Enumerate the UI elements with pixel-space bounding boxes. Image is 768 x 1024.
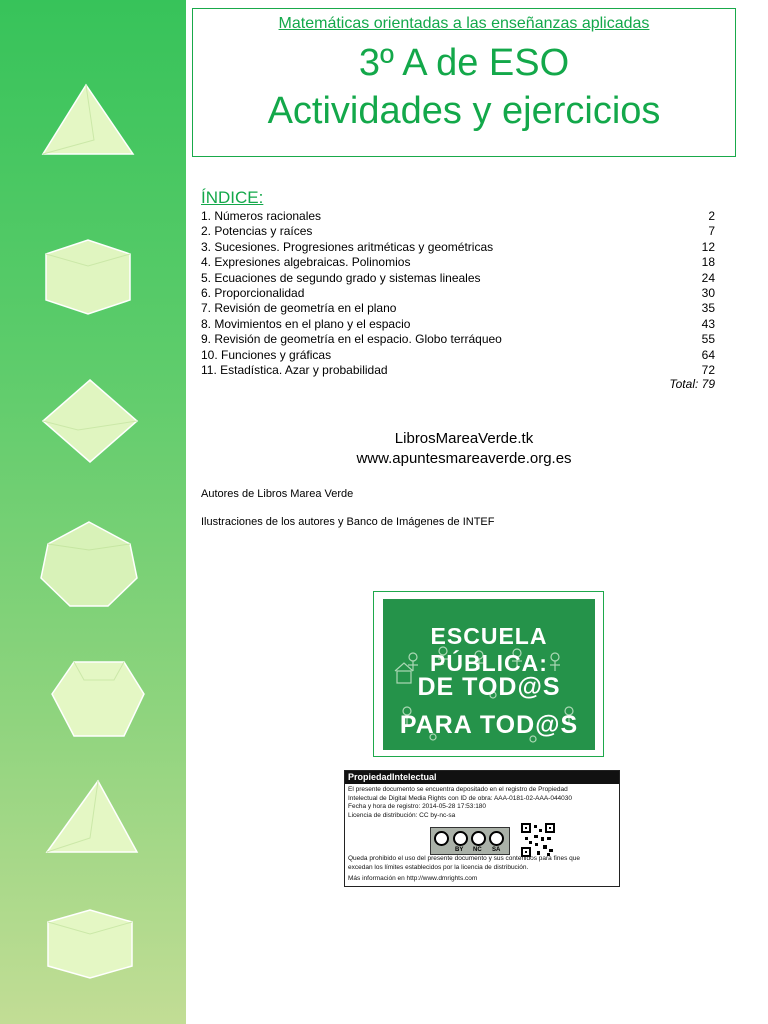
toc-item-label: 11. Estadística. Azar y probabilidad bbox=[201, 362, 388, 377]
tetrahedron-icon bbox=[40, 82, 136, 158]
authors-credit: Autores de Libros Marea Verde bbox=[201, 488, 354, 500]
toc-item-page: 55 bbox=[701, 332, 715, 347]
license-text: Intelectual de Digital Media Rights con ID de obra: AAA-0181-02-AAA-044030 bbox=[348, 794, 573, 802]
toc-item-label: 7. Revisión de geometría en el plano bbox=[201, 301, 397, 316]
toc-item-page: 72 bbox=[701, 362, 715, 377]
poster-line-3: PARA TOD@S bbox=[399, 711, 579, 739]
license-text: El presente documento se encuentra depositado en el registro de Propiedad bbox=[348, 786, 568, 793]
dodecahedron-icon bbox=[48, 658, 148, 740]
toc-item-label: 4. Expresiones algebraicas. Polinomios bbox=[201, 255, 411, 270]
cc-license-badge[interactable] bbox=[430, 827, 510, 855]
toc-item[interactable] bbox=[201, 209, 715, 224]
toc-item-label: 6. Proporcionalidad bbox=[201, 285, 305, 300]
license-type: Licencia de distribución: CC by-nc-sa bbox=[348, 811, 456, 819]
toc-item-page: 35 bbox=[701, 301, 715, 316]
license-date: Fecha y hora de registro: 2014-05-28 17:53:180 bbox=[348, 803, 487, 810]
toc-item-label: 3. Sucesiones. Progresiones aritméticas y geométricas bbox=[201, 239, 494, 254]
cube-icon bbox=[42, 236, 134, 316]
index-heading: ÍNDICE: bbox=[201, 188, 264, 207]
license-restriction: Queda prohibido el uso del presente documento y sus contenidos para fines que bbox=[348, 855, 580, 862]
nc-icon bbox=[471, 831, 486, 846]
toc-item-page: 24 bbox=[701, 270, 715, 285]
sa-icon bbox=[489, 831, 504, 846]
toc-item-label: 5. Ecuaciones de segundo grado y sistemas lineales bbox=[201, 270, 481, 285]
intellectual-property-certificate bbox=[344, 770, 620, 887]
qr-code-icon[interactable] bbox=[521, 823, 555, 857]
tetrahedron-icon bbox=[44, 778, 140, 856]
toc-item-label: 10. Funciones y gráficas bbox=[201, 347, 332, 362]
toc-total: Total: 79 bbox=[669, 377, 715, 391]
book-title-main: Actividades y ejercicios bbox=[267, 90, 661, 132]
cc-icon bbox=[434, 831, 449, 846]
book-title-grade: 3º A de ESO bbox=[358, 42, 570, 84]
toc-item[interactable] bbox=[201, 224, 715, 239]
toc-item[interactable] bbox=[201, 301, 715, 316]
toc-item[interactable] bbox=[201, 255, 715, 270]
illustrations-credit: Ilustraciones de los autores y Banco de Imágenes de INTEF bbox=[201, 516, 495, 528]
website-link-secondary[interactable]: www.apuntesmareaverde.org.es bbox=[356, 450, 572, 467]
toc-item-label: 9. Revisión de geometría en el espacio. Globo terráqueo bbox=[201, 332, 502, 347]
toc-item-page: 12 bbox=[701, 239, 715, 254]
public-school-poster bbox=[373, 591, 604, 757]
toc-item-page: 64 bbox=[701, 347, 715, 362]
toc-item[interactable] bbox=[201, 348, 715, 363]
toc-item[interactable] bbox=[201, 317, 715, 332]
toc-item-page: 18 bbox=[701, 255, 715, 270]
website-link-primary[interactable]: LibrosMareaVerde.tk bbox=[394, 430, 534, 447]
cc-label: NC bbox=[473, 847, 482, 853]
toc-item-page: 7 bbox=[708, 224, 715, 239]
course-subtitle: Matemáticas orientadas a las enseñanzas aplicadas bbox=[278, 15, 650, 32]
toc-item-page: 2 bbox=[708, 209, 715, 223]
toc-item[interactable] bbox=[201, 332, 715, 347]
cc-label: BY bbox=[455, 847, 464, 853]
icosahedron-icon bbox=[38, 520, 140, 608]
toc-item-page: 30 bbox=[701, 285, 715, 300]
cc-label: SA bbox=[492, 847, 501, 853]
poster-line-2: DE TOD@S bbox=[417, 673, 561, 701]
toc-item-label: 1. Números racionales bbox=[201, 209, 322, 223]
poster-line-1: ESCUELA PÚBLICA: bbox=[430, 623, 548, 676]
by-icon bbox=[453, 831, 468, 846]
toc-item-page: 43 bbox=[701, 316, 715, 331]
license-restriction: excedan los límites establecidos por la licencia de distribución. bbox=[348, 864, 529, 871]
toc-item-label: 2. Potencias y raíces bbox=[201, 224, 313, 239]
table-of-contents bbox=[201, 209, 715, 378]
sidebar-border bbox=[186, 0, 190, 1024]
title-box bbox=[192, 8, 736, 157]
toc-item[interactable] bbox=[201, 286, 715, 301]
toc-item[interactable] bbox=[201, 271, 715, 286]
decorative-sidebar bbox=[0, 0, 190, 1024]
toc-item-label: 8. Movimientos en el plano y el espacio bbox=[201, 316, 411, 331]
license-more-info[interactable]: Más información en http://www.dmrights.com bbox=[348, 875, 478, 882]
cube-icon bbox=[44, 906, 136, 982]
toc-item[interactable] bbox=[201, 363, 715, 378]
license-heading: PropiedadIntelectual bbox=[345, 771, 619, 784]
octahedron-icon bbox=[40, 378, 140, 464]
toc-item[interactable] bbox=[201, 240, 715, 255]
poster-background bbox=[383, 599, 595, 750]
